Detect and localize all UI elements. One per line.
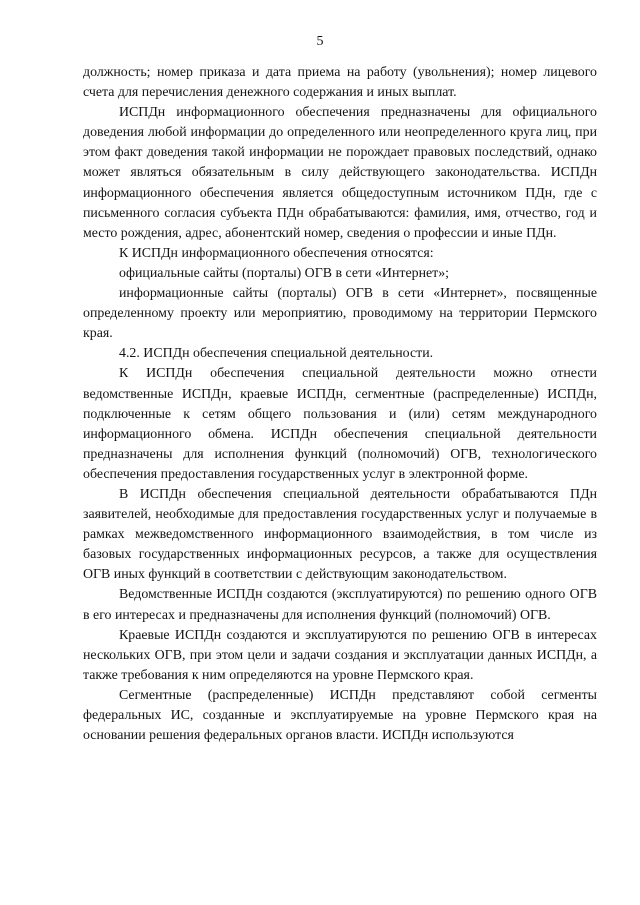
paragraph-info-support-list-intro: К ИСПДн информационного обеспечения относятся: xyxy=(119,245,434,261)
page-number: 5 xyxy=(316,34,324,49)
list-item-info-sites: информационные сайты (порталы) ОГВ в сети «Интернет», посвященные определенному проекту или мероприятию, проводимому на территории Пермского края. xyxy=(83,286,597,342)
paragraph-departmental: Ведомственные ИСПДн создаются (эксплуатируются) по решению одного ОГВ в его интересах и предназначены для исполнения функций (полномочий) ОГВ. xyxy=(83,587,597,623)
document-body xyxy=(83,63,597,746)
list-item-official-sites: официальные сайты (порталы) ОГВ в сети «Интернет»; xyxy=(119,265,450,281)
paragraph-special-activity: К ИСПДн обеспечения специальной деятельности можно отнести ведомственные ИСПДн, краевые ИСПДн, сегментные (распределенные) ИСПДн, подключенные к сетям общего пользования и (или) сетям международного информационного обмена. ИСПДн обеспечения специальной деятельности предназначены для исполнения функций (полномочий) ОГВ, технологического обеспечения предоставления государственных услуг в электронной форме. xyxy=(83,366,597,482)
paragraph-regional: Краевые ИСПДн создаются и эксплуатируются по решению ОГВ в интересах нескольких ОГВ, при этом цели и задачи создания и эксплуатации данных ИСПДн, а также требования к ним определяются на уровне Пермского края. xyxy=(83,627,597,683)
section-heading-4-2: 4.2. ИСПДн обеспечения специальной деятельности. xyxy=(119,346,434,362)
paragraph-info-support: ИСПДн информационного обеспечения предназначены для официального доведения любой информации до определенного или неопределенного круга лиц, при этом факт доведения такой информации не порождает правовых последствий, однако может являться обязательным в силу действующего законодательства. ИСПДн информационного обеспечения является общедоступным источником ПДн, где с письменного согласия субъекта ПДн обрабатываются: фамилия, имя, отчество, год и место рождения, адрес, абонентский номер, сведения о профессии и иные ПДн. xyxy=(83,105,597,241)
paragraph-special-activity-processing: В ИСПДн обеспечения специальной деятельности обрабатываются ПДн заявителей, необходимые для предоставления государственных услуг и получаемые в рамках межведомственного информационного взаимодействия, в том числе из базовых государственных информационных ресурсов, а также для осуществления ОГВ иных функций в соответствии с действующим законодательством. xyxy=(83,486,597,583)
paragraph-segmented: Сегментные (распределенные) ИСПДн представляют собой сегменты федеральных ИС, созданные и эксплуатируемые на уровне Пермского края на основании решения федеральных органов власти. ИСПДн используются xyxy=(83,687,597,744)
paragraph-continuation: должность; номер приказа и дата приема на работу (увольнения); номер лицевого счета для перечисления денежного содержания и иных выплат. xyxy=(83,65,597,101)
